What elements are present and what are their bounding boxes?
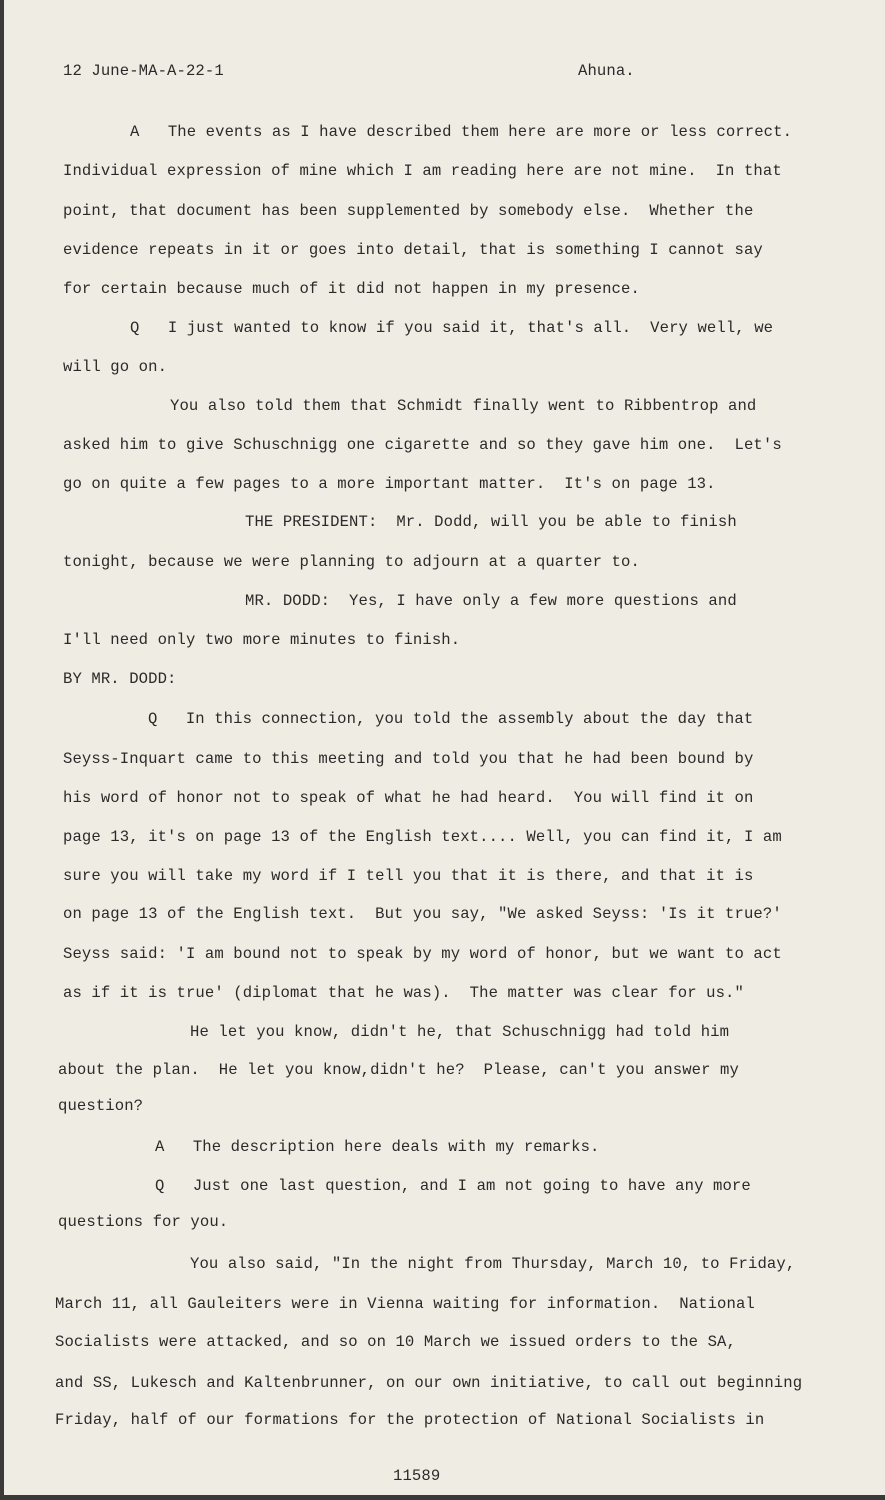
- transcript-line: Q In this connection, you told the assembly about the day that: [148, 710, 754, 728]
- transcript-line: sure you will take my word if I tell you that it is there, and that it is: [63, 867, 754, 885]
- document-page: [4, 0, 885, 1495]
- transcript-line: page 13, it's on page 13 of the English text.... Well, you can find it, I am: [63, 828, 782, 846]
- transcript-line: MR. DODD: Yes, I have only a few more questions and: [245, 592, 737, 610]
- transcript-line: Friday, half of our formations for the protection of National Socialists in: [55, 1411, 765, 1429]
- transcript-line: his word of honor not to speak of what he had heard. You will find it on: [63, 789, 754, 807]
- transcript-line: will go on.: [63, 358, 168, 376]
- transcript-line: point, that document has been supplemented by somebody else. Whether the: [63, 202, 754, 220]
- transcript-line: I'll need only two more minutes to finish.: [63, 631, 461, 649]
- transcript-line: You also said, "In the night from Thursday, March 10, to Friday,: [190, 1255, 796, 1273]
- transcript-line: Socialists were attacked, and so on 10 March we issued orders to the SA,: [55, 1333, 736, 1351]
- transcript-line: for certain because much of it did not happen in my presence.: [63, 280, 640, 298]
- transcript-line: He let you know, didn't he, that Schuschnigg had told him: [190, 1023, 730, 1041]
- transcript-line: Individual expression of mine which I am reading here are not mine. In that: [63, 162, 782, 180]
- transcript-line: on page 13 of the English text. But you say, "We asked Seyss: 'Is it true?': [63, 905, 782, 923]
- transcript-line: Seyss-Inquart came to this meeting and told you that he had been bound by: [63, 750, 754, 768]
- transcript-line: Seyss said: 'I am bound not to speak by my word of honor, but we want to act: [63, 945, 782, 963]
- document-reference: 12 June-MA-A-22-1: [63, 62, 224, 80]
- transcript-line: March 11, all Gauleiters were in Vienna waiting for information. National: [55, 1295, 755, 1313]
- transcript-line: go on quite a few pages to a more important matter. It's on page 13.: [63, 475, 716, 493]
- transcript-line: tonight, because we were planning to adjourn at a quarter to.: [63, 553, 640, 571]
- transcript-line: questions for you.: [58, 1213, 229, 1231]
- transcript-line: about the plan. He let you know,didn't he? Please, can't you answer my: [58, 1061, 739, 1079]
- transcript-line: as if it is true' (diplomat that he was). The matter was clear for us.": [63, 984, 744, 1002]
- transcript-line: Q Just one last question, and I am not going to have any more: [155, 1177, 751, 1195]
- transcript-line: THE PRESIDENT: Mr. Dodd, will you be able to finish: [245, 513, 737, 531]
- transcript-line: Q I just wanted to know if you said it, that's all. Very well, we: [130, 319, 774, 337]
- transcript-line: evidence repeats in it or goes into detail, that is something I cannot say: [63, 241, 763, 259]
- transcript-line: You also told them that Schmidt finally went to Ribbentrop and: [170, 397, 757, 415]
- transcript-line: A The description here deals with my remarks.: [155, 1138, 600, 1156]
- transcript-line: question?: [58, 1097, 144, 1115]
- witness-name: Ahuna.: [578, 62, 635, 80]
- page-number: 11589: [393, 1467, 441, 1485]
- transcript-line: asked him to give Schuschnigg one cigarette and so they gave him one. Let's: [63, 436, 782, 454]
- transcript-line: BY MR. DODD:: [63, 670, 177, 688]
- transcript-line: A The events as I have described them here are more or less correct.: [130, 123, 793, 141]
- transcript-line: and SS, Lukesch and Kaltenbrunner, on our own initiative, to call out beginning: [55, 1374, 803, 1392]
